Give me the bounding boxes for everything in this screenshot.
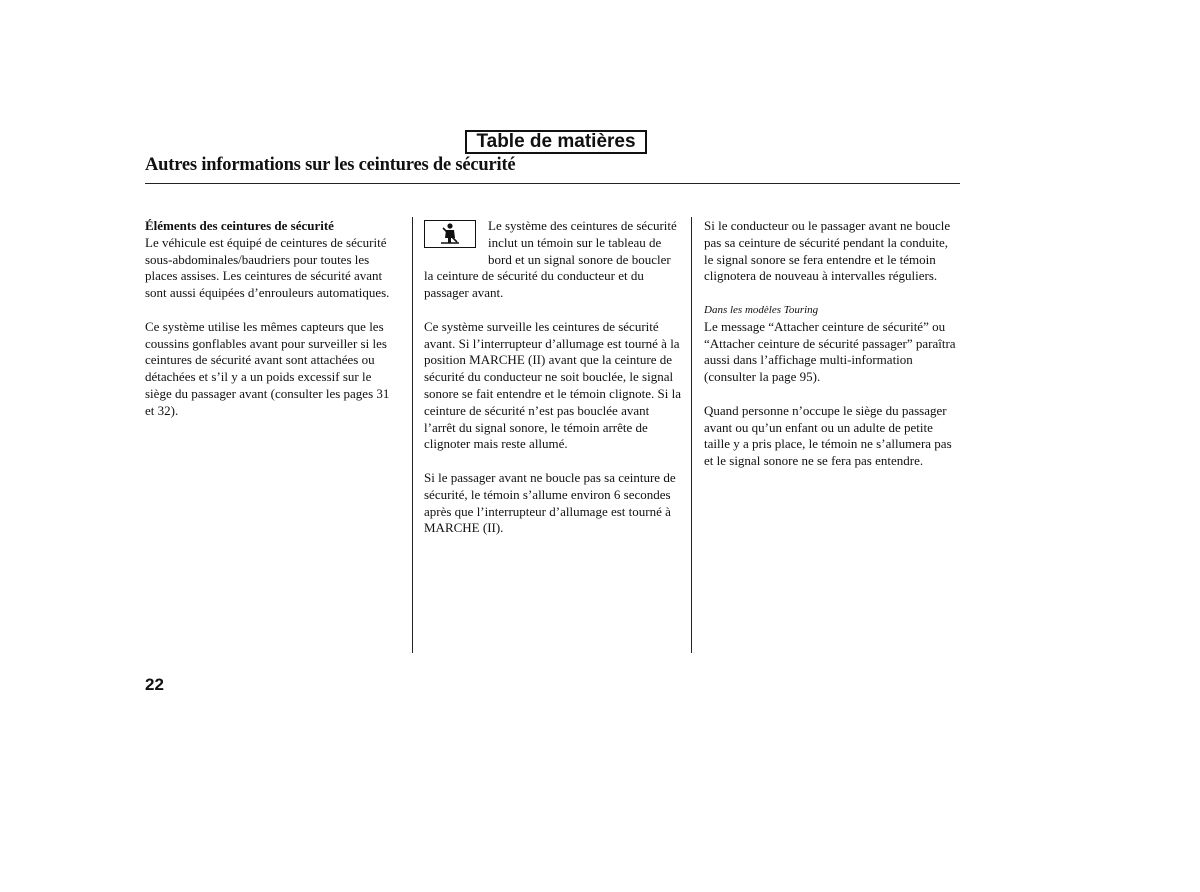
column-3 (704, 218, 960, 487)
seat-belt-reminder-icon (424, 220, 476, 248)
paragraph: Ce système surveille les ceintures de sécurité avant. Si l’interrupteur d’allumage est tourné à la position MARCHE (II) avant que la ceinture de sécurité du conducteur ne soit bouclée, le signal sonore se fait entendre et le témoin clignote. Si la ceinture de sécurité n’est pas bouclée avant l’arrêt du signal sonore, le témoin arrête de clignoter mais reste allumé. (424, 318, 682, 452)
title-divider (145, 183, 960, 184)
paragraph: Si le passager avant ne boucle pas sa ceinture de sécurité, le témoin s’allume environ 6 secondes après que l’interrupteur d’allumage est tourné à MARCHE (II). (424, 469, 676, 536)
page-number: 22 (145, 675, 164, 694)
paragraph: Si le conducteur ou le passager avant ne boucle pas sa ceinture de sécurité pendant la conduite, le signal sonore se fera entendre et le témoin clignotera de nouveau à intervalles réguliers. (704, 218, 951, 284)
column-1 (145, 218, 395, 436)
model-note: Dans les modèles Touring (704, 303, 819, 316)
paragraph: Ce système utilise les mêmes capteurs que les coussins gonflables avant pour surveiller si les ceintures de sécurité avant sont attachées ou détachées et s’il y a un poids excessif sur le siège du passager avant (consulter les pages 31 et 32). (145, 318, 390, 418)
section-heading: Éléments des ceintures de sécurité (145, 218, 334, 233)
paragraph: Le véhicule est équipé de ceintures de sécurité sous-abdominales/baudriers pour toutes les places assises. Les ceintures de sécurité avant sont aussi équipées d’enrouleurs automatiques. (145, 234, 390, 301)
page-title: Autres informations sur les ceintures de sécurité (145, 155, 516, 175)
column-divider-2 (691, 217, 692, 653)
column-divider-1 (412, 217, 413, 653)
column-2 (424, 218, 682, 554)
table-of-contents-button[interactable]: Table de matières (465, 130, 647, 154)
paragraph: Le message “Attacher ceinture de sécurité” ou “Attacher ceinture de sécurité passager” paraîtra aussi dans l’affichage multi-information (consulter la page 95). (704, 318, 956, 385)
paragraph: Quand personne n’occupe le siège du passager avant ou qu’un enfant ou un adulte de petite taille y a pris place, le témoin ne s’allumera pas et le signal sonore ne se fera pas entendre. (704, 402, 952, 469)
paragraph: Le système des ceintures de sécurité inclut un témoin sur le tableau de bord et un signal sonore de boucler la ceinture de sécurité du conducteur et du passager avant. (424, 218, 677, 301)
